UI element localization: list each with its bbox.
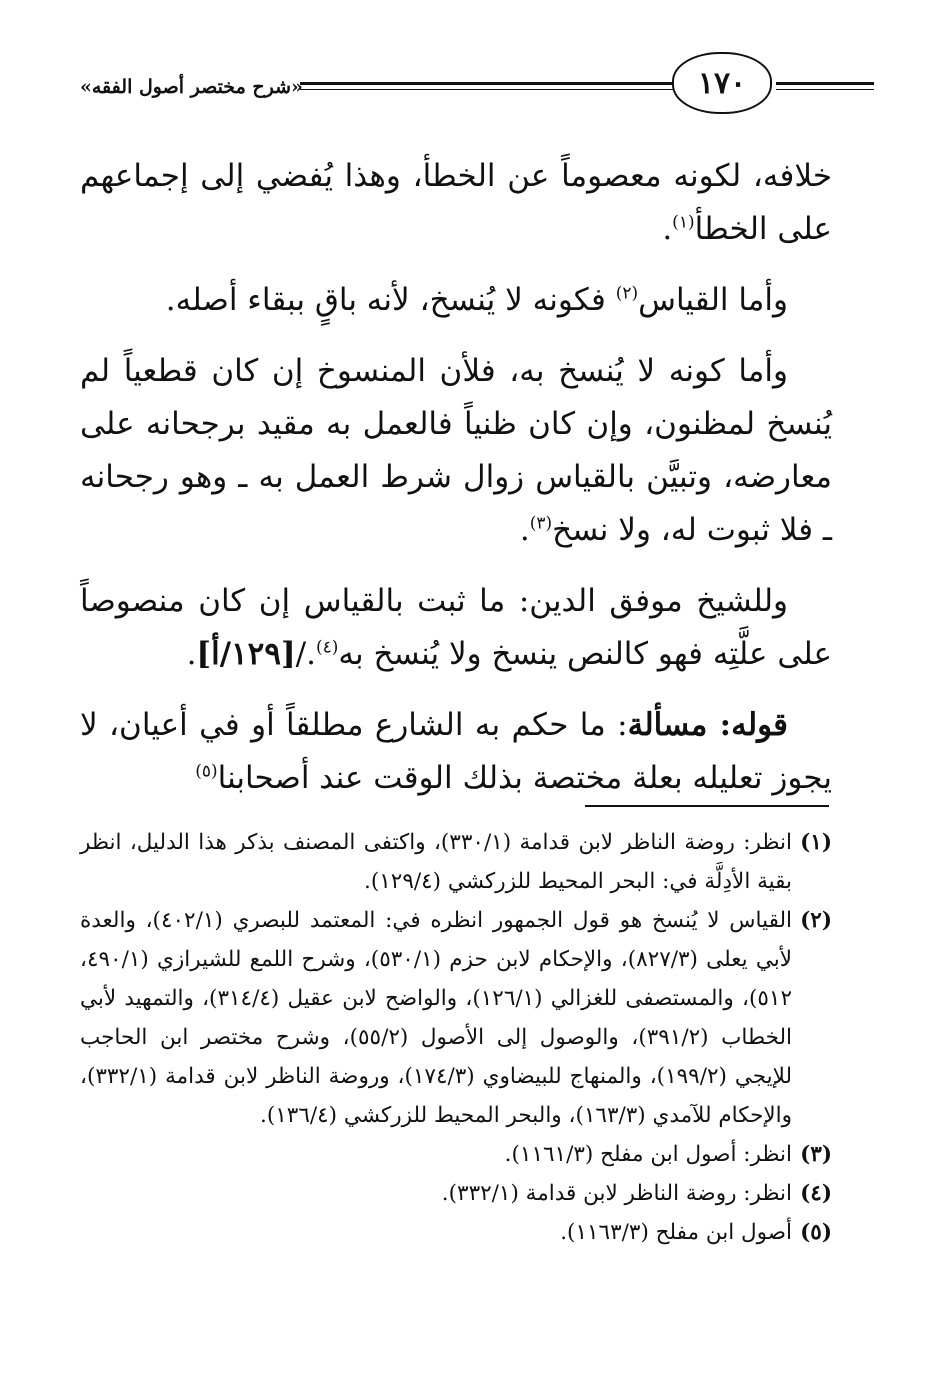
footnote-5: (٥) أصول ابن مفلح (١١٦٣/٣). (560, 1220, 832, 1245)
header-rule-thin (300, 89, 678, 90)
book-title: «شرح مختصر أصول الفقه» (80, 76, 303, 98)
footnote-ref-1[interactable]: (١) (672, 212, 695, 233)
footnote-4: (٤) انظر: روضة الناظر لابن قدامة (٣٣٢/١). (441, 1181, 832, 1206)
header-rule-right (776, 82, 874, 85)
footnote-ref-2[interactable]: (٢) (615, 283, 639, 304)
paragraph-5: قوله: مسألة: ما حكم به الشارع مطلقاً أو في أعيان، لا يجوز تعليله بعلة مختصة بذلك الوقت عند أصحابنا$^{(٥)}$ (80, 707, 832, 796)
running-header (80, 52, 874, 132)
footnotes (80, 823, 832, 1252)
footnote-ref-5[interactable]: (٥) (195, 761, 218, 782)
paragraph-2: وأما القياس$^{(٢)}$ فكونه لا يُنسخ، لأنه باقٍ ببقاء أصله. (165, 282, 788, 318)
header-rule (300, 82, 678, 85)
page-number: ١٧٠ (672, 52, 772, 114)
footnote-separator (585, 805, 829, 807)
paragraph-1: خلافه، لكونه معصوماً عن الخطأ، وهذا يُفضي إلى إجماعهم على الخطأ$^{(١)}$. (80, 158, 832, 247)
footnote-ref-3[interactable]: (٣) (529, 513, 553, 534)
header-rule-right-thin (776, 89, 874, 90)
footnote-2: (٢) القياس لا يُنسخ هو قول الجمهور انظره في: المعتمد للبصري (٤٠٢/١)، والعدة لأبي يعلى (٨٢٧/٣)، والإحكام لابن حزم (٥٣٠/١)، وشرح اللمع للشيرازي (٤٩٠/١، ٥١٢)، والمستصفى للغزالي (١٢٦/١)، والواضح لابن عقيل (٣١٤/٤)، والتمهيد لأبي الخطاب (٣٩١/٢)، والوصول إلى الأصول (٥٥/٢)، وشرح مختصر ابن الحاجب للإيجي (١٩٩/٢)، والمنهاج للبيضاوي (١٧٤/٣)، وروضة الناظر لابن قدامة (٣٣٢/١)، والإحكام للآمدي (١٦٣/٣)، والبحر المحيط للزركشي (١٣٦/٤). (80, 908, 832, 1128)
paragraph-4: وللشيخ موفق الدين: ما ثبت بالقياس إن كان منصوصاً على علَّتِه فهو كالنص ينسخ ولا يُنسخ به$^{(٤)}$./[١٢٩/أ]. (80, 583, 832, 672)
footnote-1: (١) انظر: روضة الناظر لابن قدامة (٣٣٠/١)، واكتفى المصنف بذكر هذا الدليل، انظر بقية الأدِلَّة في: البحر المحيط للزركشي (١٢٩/٤). (80, 830, 832, 894)
main-text (80, 150, 832, 823)
paragraph-3: وأما كونه لا يُنسخ به، فلأن المنسوخ إن كان قطعياً لم يُنسخ لمظنون، وإن كان ظنياً فالعمل به مقيد برجحانه على معارضه، وتبيَّن بالقياس زوال شرط العمل به ـ وهو رجحانه ـ فلا ثبوت له، ولا نسخ$^{(٣)}$. (80, 353, 832, 548)
manuscript-folio-ref: [١٢٩/أ] (196, 636, 296, 672)
issue-label: قوله: مسألة (627, 707, 788, 743)
footnote-3: (٣) انظر: أصول ابن مفلح (١١٦١/٣). (504, 1142, 832, 1167)
footnote-ref-4[interactable]: (٤) (315, 637, 339, 658)
